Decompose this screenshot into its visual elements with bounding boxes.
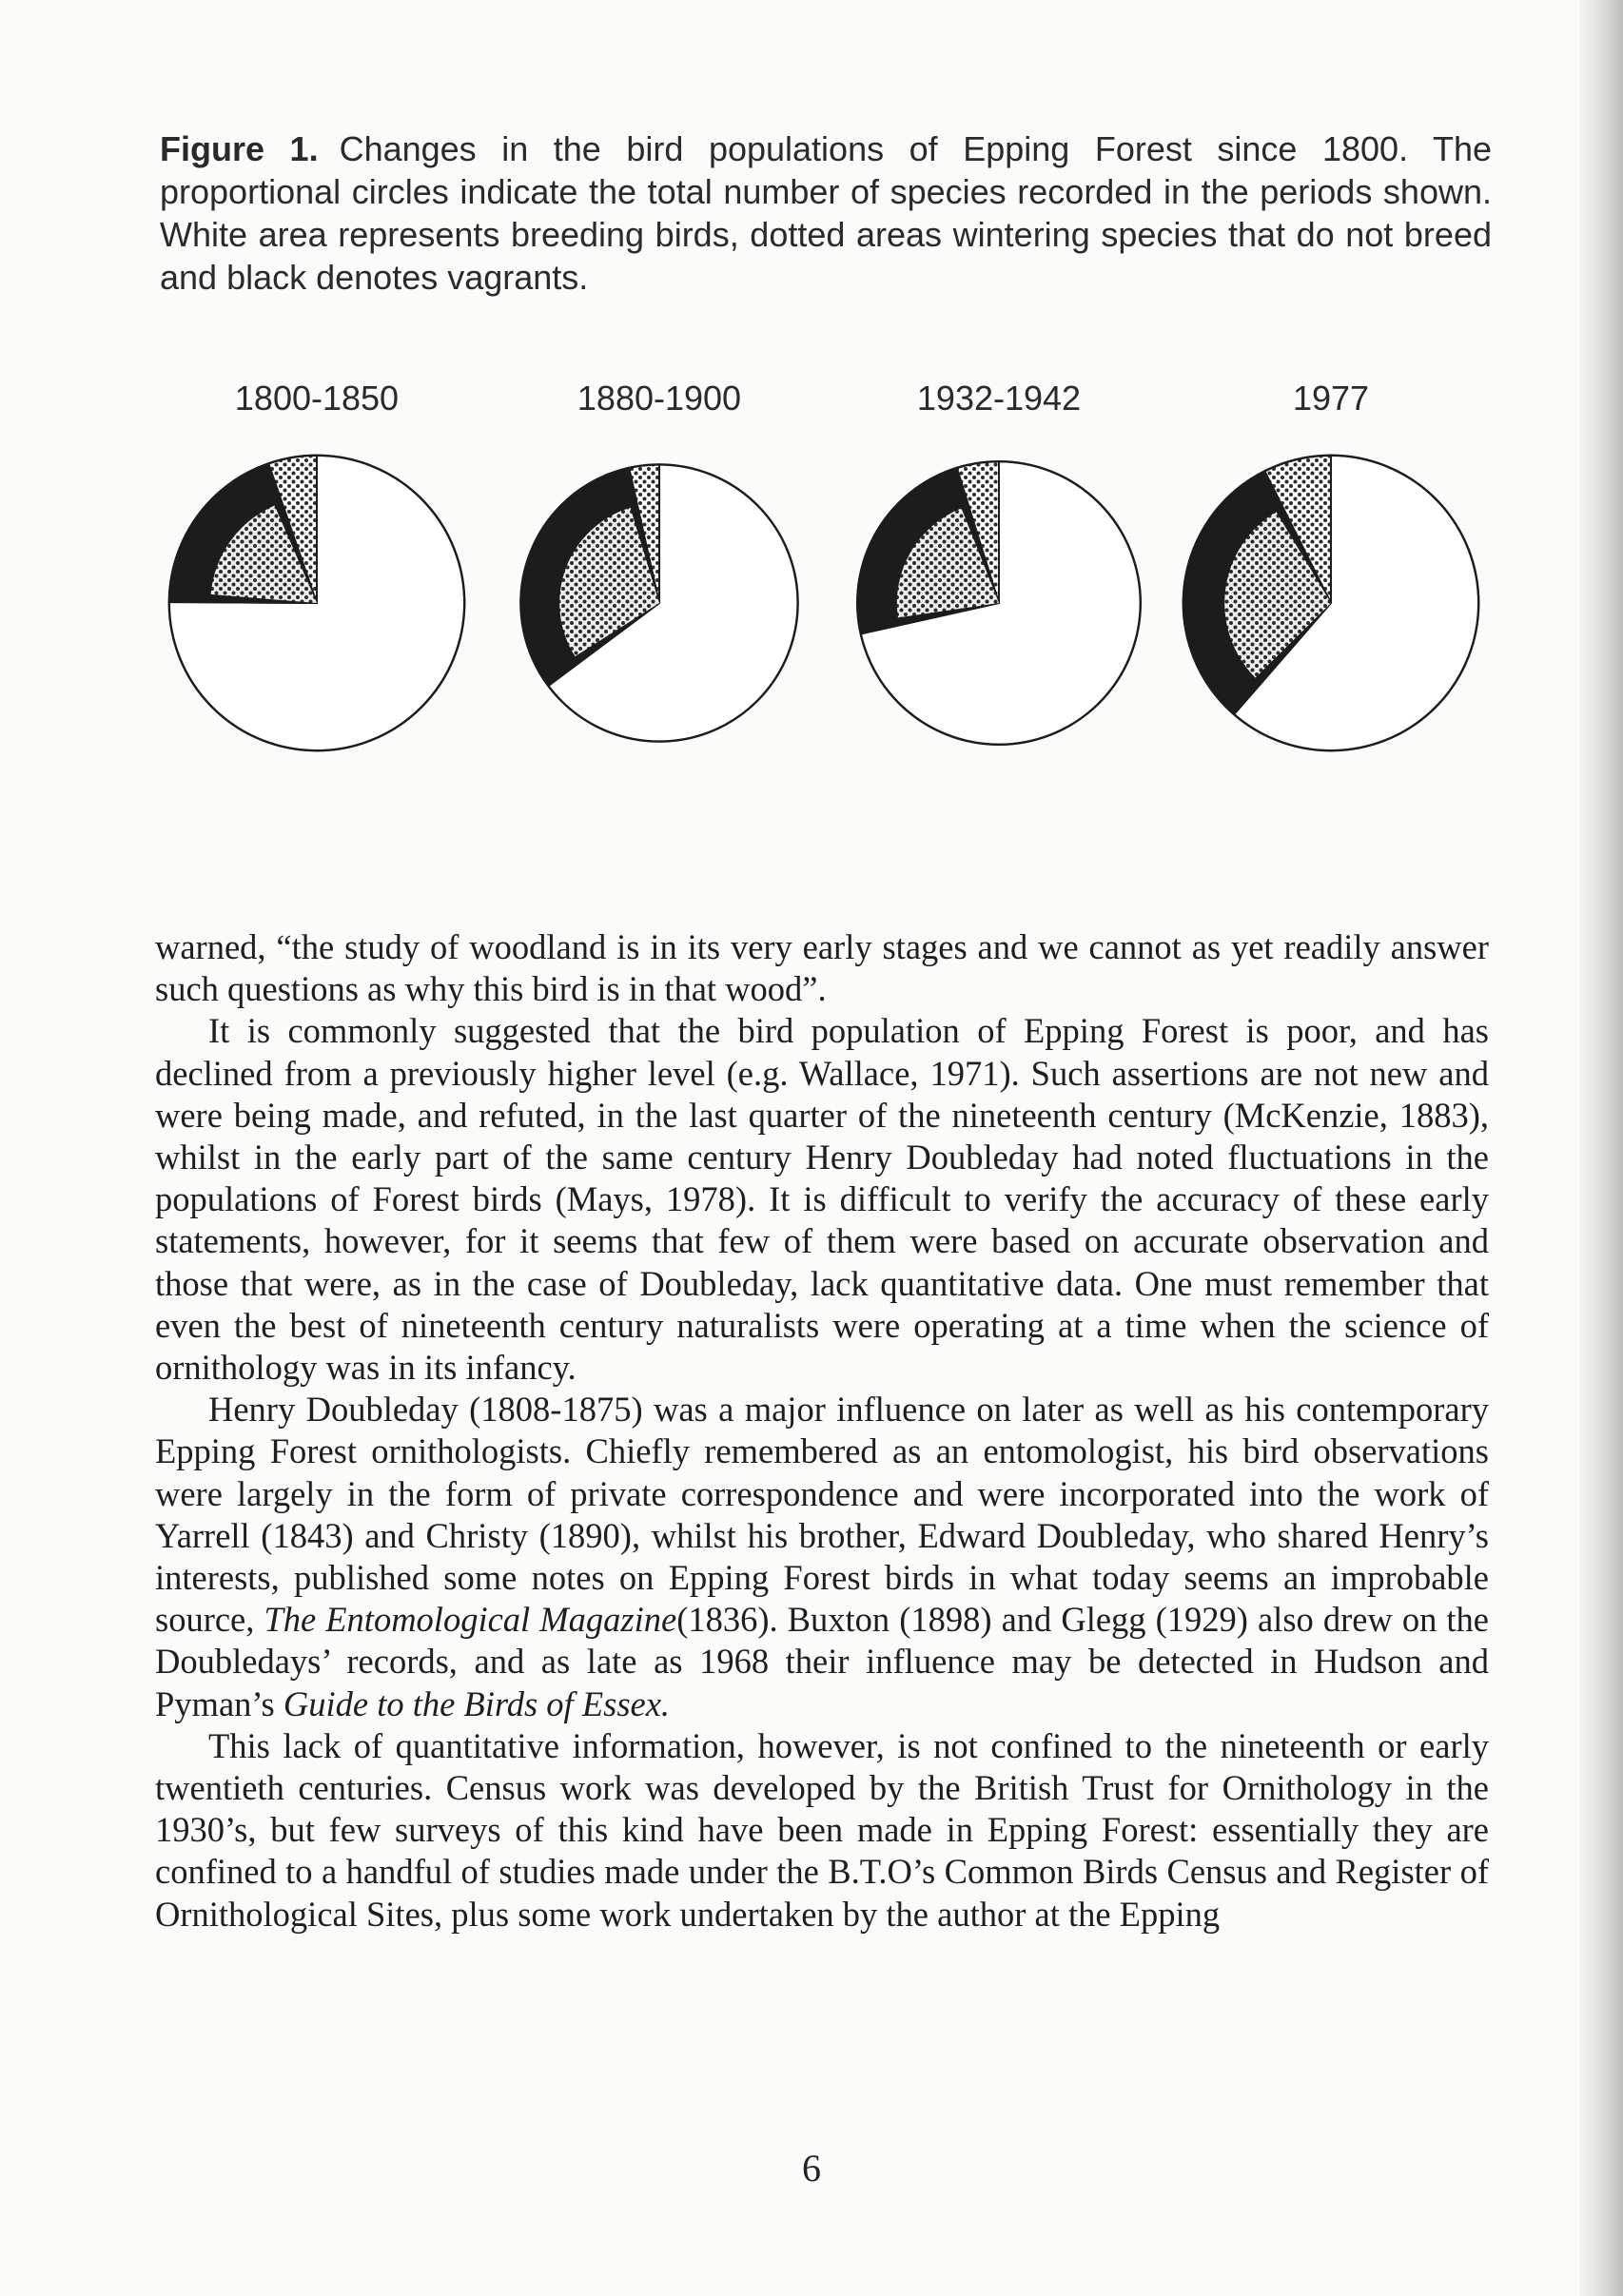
book-title: Guide to the Birds of Essex.	[283, 1683, 671, 1723]
pie-1800-1850	[169, 456, 464, 750]
pie-label-1800-1850: 1800-1850	[234, 379, 400, 418]
pie-label-1880-1900: 1880-1900	[577, 379, 742, 418]
paragraph-1: warned, “the study of woodland is in its very early stages and we cannot as yet readily answer such questions as why this bird is in that wood”.	[155, 927, 1489, 1009]
pie-chart-figure	[0, 428, 1623, 789]
journal-title: The Entomological Magazine	[264, 1600, 677, 1640]
figure-label: Figure 1.	[160, 129, 319, 168]
pie-period-labels	[0, 379, 1623, 426]
paragraph-2: It is commonly suggested that the bird population of Epping Forest is poor, and has declined from a previously higher level (e.g. Wallace, 1971). Such assertions are not new and were being made, and refuted, in the last quarter of the nineteenth century (McKenzie, 1883), whilst in the early part of the same century Henry Doubleday had noted fluctuations in the populations of Forest birds (Mays, 1978). It is difficult to verify the accuracy of these early statements, however, for it seems that few of them were based on accurate observation and those that were, as in the case of Doubleday, lack quantitative data. One must remember that even the best of nineteenth century naturalists were operating at a time when the science of ornithology was in its infancy.	[155, 1011, 1489, 1388]
paragraph-4: This lack of quantitative information, however, is not confined to the nineteenth or early twentieth centuries. Census work was developed by the British Trust for Ornithology in the 1930’s, but few surveys of this kind have been made in Epping Forest: essentially they are confined to a handful of studies made under the B.T.O’s Common Birds Census and Register of Ornithological Sites, plus some work undertaken by the author at the Epping	[155, 1725, 1489, 1934]
pie-label-1977: 1977	[1292, 379, 1370, 418]
pie-label-1932-1942: 1932-1942	[916, 379, 1082, 418]
paragraph-3-part-b: (1836). Buxton (1898) and Glegg (1929) also drew on the Doubledays’ records, and as late as 1968 their influence may be detected in Hudson and Pyman’s	[155, 1600, 1489, 1723]
page-number: 6	[802, 2147, 821, 2189]
page-edge-shadow	[1579, 0, 1623, 2296]
pie-1880-1900	[520, 464, 797, 741]
figure-caption-text: Changes in the bird populations of Epping Forest since 1800. The proportional circles indicate the total number of species recorded in the periods shown. White area represents breeding birds, dotted areas wintering species that do not breed and black denotes vagrants.	[160, 129, 1492, 297]
pie-1977	[1183, 456, 1478, 750]
body-text	[155, 926, 1489, 1936]
paragraph-3-part-a: Henry Doubleday (1808-1875) was a major influence on later as well as his contemporary Epping Forest ornithologists. Chiefly remembered as an entomologist, his bird observations were largely in the form of private correspondence and were incorporated into the work of Yarrell (1843) and Christy (1890), whilst his brother, Edward Doubleday, who shared Henry’s interests, published some notes on Epping Forest birds in what today seems an improbable source,	[155, 1390, 1489, 1640]
pie-1932-1942	[857, 461, 1141, 745]
paragraph-3	[155, 1389, 1489, 1725]
figure-caption	[160, 127, 1492, 299]
